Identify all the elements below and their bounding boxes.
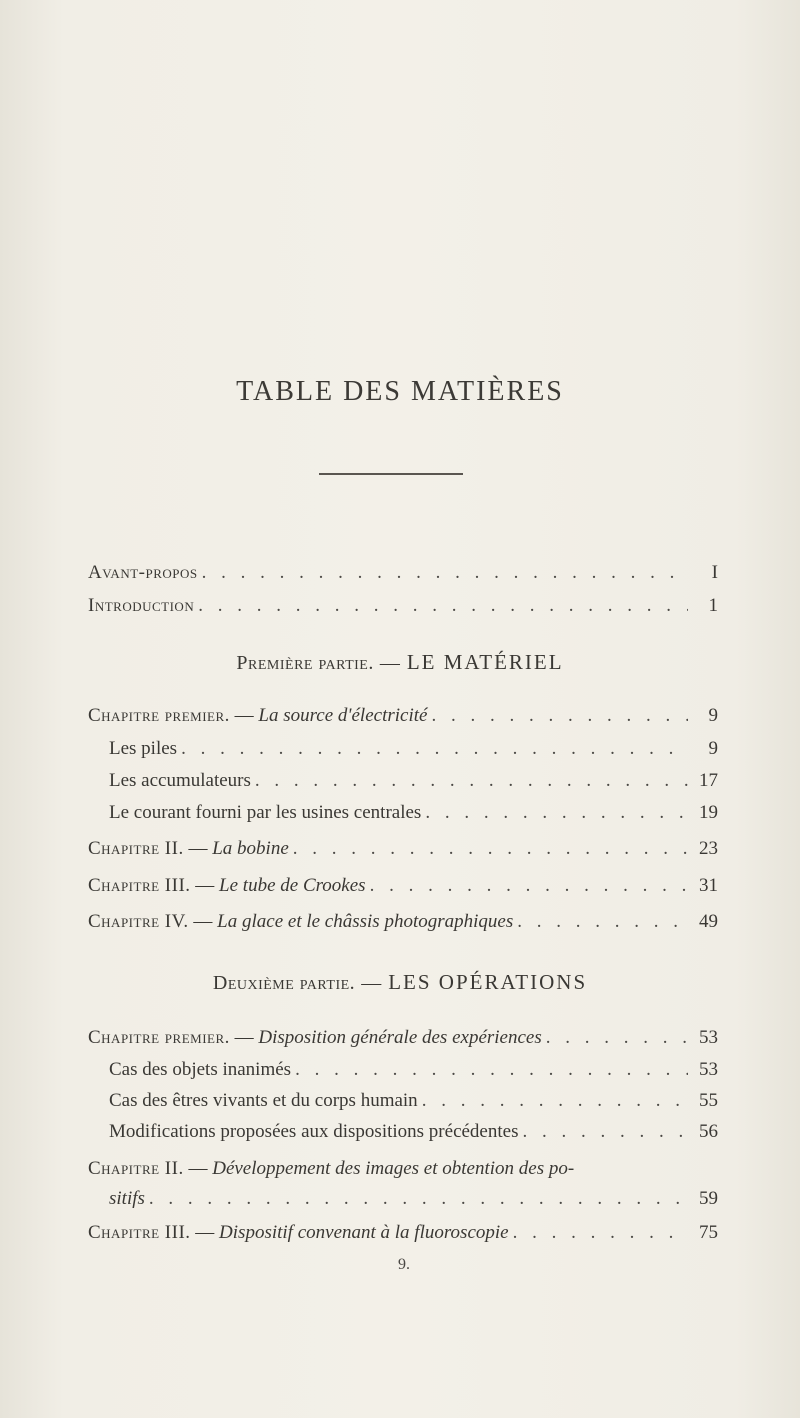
page-title: TABLE DES MATIÈRES xyxy=(236,376,564,407)
toc-leader xyxy=(517,911,688,933)
toc-entry-chapter[interactable] xyxy=(88,911,718,937)
chapter-label: Chapitre II. xyxy=(88,1158,184,1179)
chapter-title: La bobine xyxy=(212,838,289,859)
toc-leader xyxy=(522,1121,688,1143)
chapter-title-continued: sitifs xyxy=(109,1188,145,1209)
toc-page: 59 xyxy=(699,1188,718,1209)
signature-mark: 9. xyxy=(398,1256,410,1273)
toc-page: 9 xyxy=(708,738,718,759)
toc-entry-section[interactable] xyxy=(109,770,718,796)
toc-entry-section[interactable] xyxy=(109,1059,718,1085)
part-title: LE MATÉRIEL xyxy=(406,650,564,674)
toc-page: 17 xyxy=(699,770,718,791)
chapter-dash: — xyxy=(195,875,215,896)
chapter-dash: — xyxy=(234,1027,254,1048)
section-title: Le courant fourni par les usines centrales xyxy=(109,802,422,823)
part-dash: — xyxy=(361,972,383,994)
section-title: Les piles xyxy=(109,738,178,759)
chapter-label: Chapitre II. xyxy=(88,838,184,859)
toc-page: 53 xyxy=(699,1027,718,1048)
toc-page: 56 xyxy=(699,1121,718,1142)
toc-entry-section[interactable] xyxy=(109,1090,718,1116)
toc-leader xyxy=(149,1188,688,1210)
chapter-label: Chapitre III. xyxy=(88,875,191,896)
chapter-title: La glace et le châssis photographiques xyxy=(217,911,514,932)
part-title: LES OPÉRATIONS xyxy=(388,970,588,994)
chapter-dash: — xyxy=(188,838,208,859)
toc-label: Introduction xyxy=(88,595,195,616)
chapter-title: Dispositif convenant à la fluoroscopie xyxy=(219,1222,509,1243)
chapter-dash: — xyxy=(195,1222,215,1243)
toc-page: 75 xyxy=(699,1222,718,1243)
toc-leader xyxy=(293,838,688,860)
chapter-title: La source d'électricité xyxy=(258,705,428,726)
chapter-title: Le tube de Crookes xyxy=(219,875,366,896)
toc-entry-avant-propos[interactable] xyxy=(88,562,718,588)
toc-entry-introduction[interactable] xyxy=(88,595,718,621)
toc-entry-chapter[interactable] xyxy=(88,1222,718,1248)
part-heading-1 xyxy=(0,650,800,675)
chapter-dash: — xyxy=(188,1158,208,1179)
toc-leader xyxy=(546,1027,688,1049)
toc-page: I xyxy=(711,562,718,583)
part-label: Première partie. xyxy=(236,652,374,674)
toc-entry-chapter[interactable] xyxy=(88,1027,718,1053)
toc-page: 19 xyxy=(699,802,718,823)
chapter-title: Disposition générale des expériences xyxy=(258,1027,542,1048)
toc-leader xyxy=(202,562,688,584)
toc-leader xyxy=(198,595,688,617)
toc-page: 49 xyxy=(699,911,718,932)
chapter-dash: — xyxy=(193,911,213,932)
part-dash: — xyxy=(379,652,401,674)
toc-leader xyxy=(255,770,688,792)
section-title: Cas des êtres vivants et du corps humain xyxy=(109,1090,418,1111)
toc-entry-section[interactable] xyxy=(109,1121,718,1147)
toc-entry-chapter[interactable] xyxy=(88,875,718,901)
toc-leader xyxy=(370,875,688,897)
toc-label: Avant-propos xyxy=(88,562,198,583)
chapter-title: Développement des images et obtention des po- xyxy=(212,1158,575,1179)
toc-page: 1 xyxy=(708,595,718,616)
toc-leader xyxy=(431,705,688,727)
toc-leader xyxy=(425,802,688,824)
chapter-label: Chapitre premier. xyxy=(88,705,230,726)
part-label: Deuxième partie. xyxy=(212,972,356,994)
toc-entry-section[interactable] xyxy=(109,738,718,764)
toc-entry-chapter[interactable] xyxy=(88,1158,718,1184)
section-title: Modifications proposées aux dispositions précédentes xyxy=(109,1121,519,1142)
toc-leader xyxy=(295,1059,688,1081)
chapter-label: Chapitre premier. xyxy=(88,1027,230,1048)
toc-page: 55 xyxy=(699,1090,718,1111)
toc-leader xyxy=(181,738,688,760)
toc-page: 9 xyxy=(708,705,718,726)
section-title: Cas des objets inanimés xyxy=(109,1059,292,1080)
part-heading-2 xyxy=(0,970,800,995)
toc-entry-chapter[interactable] xyxy=(88,838,718,864)
toc-leader xyxy=(513,1222,688,1244)
toc-entry-chapter-continued[interactable] xyxy=(109,1188,718,1214)
toc-entry-section[interactable] xyxy=(109,802,718,828)
title-rule xyxy=(319,473,463,475)
section-title: Les accumulateurs xyxy=(109,770,251,791)
chapter-label: Chapitre III. xyxy=(88,1222,191,1243)
toc-entry-chapter[interactable] xyxy=(88,705,718,731)
toc-leader xyxy=(422,1090,688,1112)
toc-page: 23 xyxy=(699,838,718,859)
chapter-dash: — xyxy=(234,705,254,726)
chapter-label: Chapitre IV. xyxy=(88,911,189,932)
toc-page: 53 xyxy=(699,1059,718,1080)
toc-page: 31 xyxy=(699,875,718,896)
